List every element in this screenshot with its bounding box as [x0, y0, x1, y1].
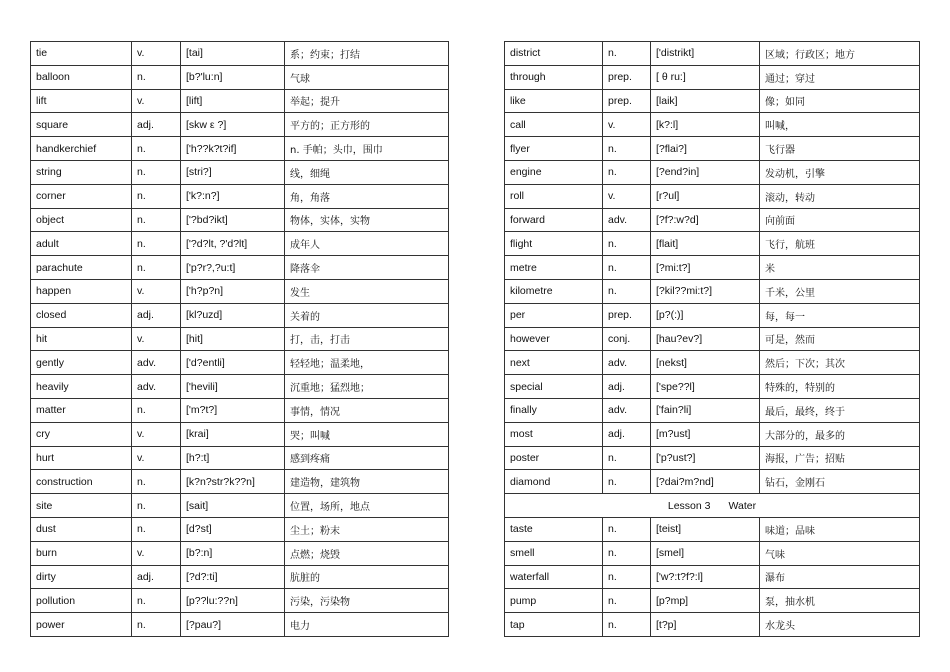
phonetic-transcription: [hau?ev?] [651, 327, 760, 351]
vocab-word: smell [505, 541, 603, 565]
part-of-speech: n. [603, 256, 651, 280]
vocab-word: through [505, 65, 603, 89]
phonetic-transcription: [?d?:ti] [181, 565, 285, 589]
part-of-speech: v. [132, 422, 181, 446]
chinese-meaning: 可是，然而 [760, 327, 920, 351]
phonetic-transcription: [?mi:t?] [651, 256, 760, 280]
phonetic-transcription: [hit] [181, 327, 285, 351]
chinese-meaning: 向前面 [760, 208, 920, 232]
vocab-row [31, 65, 449, 89]
chinese-meaning: 千米，公里 [760, 279, 920, 303]
part-of-speech: n. [603, 613, 651, 637]
chinese-meaning: 感到疼痛 [285, 446, 449, 470]
part-of-speech: n. [132, 517, 181, 541]
vocab-row [505, 256, 920, 280]
chinese-meaning: 大部分的，最多的 [760, 422, 920, 446]
part-of-speech: n. [603, 42, 651, 66]
phonetic-transcription: [sait] [181, 494, 285, 518]
vocab-row [31, 42, 449, 66]
part-of-speech: n. [132, 184, 181, 208]
vocab-word: cry [31, 422, 132, 446]
vocab-row [31, 208, 449, 232]
vocab-row [31, 470, 449, 494]
phonetic-transcription: [ θ ru:] [651, 65, 760, 89]
chinese-meaning: 飞行，航班 [760, 232, 920, 256]
phonetic-transcription: [d?st] [181, 517, 285, 541]
chinese-meaning: 角，角落 [285, 184, 449, 208]
part-of-speech: v. [603, 184, 651, 208]
vocab-word: pollution [31, 589, 132, 613]
part-of-speech: adj. [603, 422, 651, 446]
phonetic-transcription: [lift] [181, 89, 285, 113]
chinese-meaning: 海报，广告；招贴 [760, 446, 920, 470]
vocab-word: matter [31, 398, 132, 422]
vocab-word: hit [31, 327, 132, 351]
vocab-row [505, 446, 920, 470]
phonetic-transcription: ['hevili] [181, 375, 285, 399]
phonetic-transcription: [r?ul] [651, 184, 760, 208]
vocab-row [31, 89, 449, 113]
vocab-row [31, 351, 449, 375]
vocab-row [31, 256, 449, 280]
vocab-row [31, 565, 449, 589]
vocab-word: heavily [31, 375, 132, 399]
part-of-speech: n. [132, 494, 181, 518]
vocab-word: hurt [31, 446, 132, 470]
phonetic-transcription: [?dai?m?nd] [651, 470, 760, 494]
vocab-row [505, 184, 920, 208]
vocab-word: forward [505, 208, 603, 232]
vocab-row [505, 613, 920, 637]
vocab-row [31, 517, 449, 541]
vocab-word: next [505, 351, 603, 375]
part-of-speech: n. [132, 613, 181, 637]
phonetic-transcription: [p?mp] [651, 589, 760, 613]
vocab-row [505, 398, 920, 422]
vocab-row [505, 422, 920, 446]
vocab-word: tie [31, 42, 132, 66]
vocab-word: corner [31, 184, 132, 208]
phonetic-transcription: [stri?] [181, 160, 285, 184]
chinese-meaning: 钻石，金刚石 [760, 470, 920, 494]
part-of-speech: adv. [603, 398, 651, 422]
phonetic-transcription: [laik] [651, 89, 760, 113]
phonetic-transcription: ['fain?li] [651, 398, 760, 422]
vocab-word: construction [31, 470, 132, 494]
vocab-row [31, 160, 449, 184]
vocab-word: per [505, 303, 603, 327]
part-of-speech: v. [132, 42, 181, 66]
vocab-word: pump [505, 589, 603, 613]
vocab-word: handkerchief [31, 137, 132, 161]
chinese-meaning: 特殊的，特别的 [760, 375, 920, 399]
chinese-meaning: 发动机，引擎 [760, 160, 920, 184]
vocab-row [31, 446, 449, 470]
part-of-speech: adv. [132, 351, 181, 375]
chinese-meaning: 沉重地；猛烈地； [285, 375, 449, 399]
vocab-row [31, 398, 449, 422]
chinese-meaning: 通过；穿过 [760, 65, 920, 89]
chinese-meaning: 平方的；正方形的 [285, 113, 449, 137]
vocab-word: string [31, 160, 132, 184]
phonetic-transcription: ['spe??l] [651, 375, 760, 399]
part-of-speech: adv. [603, 208, 651, 232]
vocab-word: closed [31, 303, 132, 327]
chinese-meaning: 气球 [285, 65, 449, 89]
phonetic-transcription: [skw ε ?] [181, 113, 285, 137]
phonetic-transcription: [b?'lu:n] [181, 65, 285, 89]
phonetic-transcription: [?end?in] [651, 160, 760, 184]
part-of-speech: adj. [603, 375, 651, 399]
vocab-row [31, 113, 449, 137]
phonetic-transcription: [?flai?] [651, 137, 760, 161]
vocab-word: dirty [31, 565, 132, 589]
vocab-row [31, 422, 449, 446]
phonetic-transcription: ['m?t?] [181, 398, 285, 422]
chinese-meaning: 打，击，打击 [285, 327, 449, 351]
vocab-row [31, 494, 449, 518]
part-of-speech: n. [132, 256, 181, 280]
chinese-meaning: 泵，抽水机 [760, 589, 920, 613]
vocab-row [505, 565, 920, 589]
chinese-meaning: 肮脏的 [285, 565, 449, 589]
part-of-speech: n. [603, 470, 651, 494]
vocab-row [31, 184, 449, 208]
phonetic-transcription: [b?:n] [181, 541, 285, 565]
phonetic-transcription: [flait] [651, 232, 760, 256]
part-of-speech: v. [132, 541, 181, 565]
phonetic-transcription: [kl?uzd] [181, 303, 285, 327]
chinese-meaning: 举起；提升 [285, 89, 449, 113]
vocab-word: poster [505, 446, 603, 470]
part-of-speech: v. [132, 327, 181, 351]
part-of-speech: n. [603, 232, 651, 256]
phonetic-transcription: ['?d?lt, ?'d?lt] [181, 232, 285, 256]
vocab-word: taste [505, 517, 603, 541]
chinese-meaning: 电力 [285, 613, 449, 637]
phonetic-transcription: ['w?:t?f?:l] [651, 565, 760, 589]
part-of-speech: n. [132, 398, 181, 422]
phonetic-transcription: ['d?entli] [181, 351, 285, 375]
vocab-word: roll [505, 184, 603, 208]
vocab-word: flyer [505, 137, 603, 161]
vocab-word: flight [505, 232, 603, 256]
vocab-word: site [31, 494, 132, 518]
vocab-word: adult [31, 232, 132, 256]
phonetic-transcription: [k?n?str?k??n] [181, 470, 285, 494]
phonetic-transcription: [smel] [651, 541, 760, 565]
phonetic-transcription: ['p?r?,?u:t] [181, 256, 285, 280]
part-of-speech: n. [603, 565, 651, 589]
vocab-row [505, 303, 920, 327]
vocab-row [505, 208, 920, 232]
vocab-word: engine [505, 160, 603, 184]
vocab-word: finally [505, 398, 603, 422]
vocabulary-table-right [504, 41, 920, 637]
vocab-word: happen [31, 279, 132, 303]
phonetic-transcription: [tai] [181, 42, 285, 66]
chinese-meaning: 事情，情况 [285, 398, 449, 422]
vocab-row [505, 589, 920, 613]
chinese-meaning: 发生 [285, 279, 449, 303]
part-of-speech: v. [132, 446, 181, 470]
lesson-header-row [505, 494, 920, 518]
part-of-speech: n. [132, 208, 181, 232]
vocab-row [31, 137, 449, 161]
chinese-meaning: 污染，污染物 [285, 589, 449, 613]
chinese-meaning: 点燃；烧毁 [285, 541, 449, 565]
chinese-meaning: 米 [760, 256, 920, 280]
vocab-row [31, 589, 449, 613]
vocab-word: like [505, 89, 603, 113]
vocab-word: parachute [31, 256, 132, 280]
lesson-header [505, 494, 920, 518]
chinese-meaning: n. 手帕；头巾，围巾 [285, 137, 449, 161]
chinese-meaning: 最后，最终，终于 [760, 398, 920, 422]
vocab-word: gently [31, 351, 132, 375]
chinese-meaning: 水龙头 [760, 613, 920, 637]
part-of-speech: n. [603, 279, 651, 303]
vocab-row [505, 470, 920, 494]
phonetic-transcription: [?f?:w?d] [651, 208, 760, 232]
phonetic-transcription: ['h?p?n] [181, 279, 285, 303]
chinese-meaning: 区域；行政区；地方 [760, 42, 920, 66]
phonetic-transcription: ['?bd?ikt] [181, 208, 285, 232]
part-of-speech: v. [603, 113, 651, 137]
phonetic-transcription: [p?(:)] [651, 303, 760, 327]
chinese-meaning: 线，细绳 [285, 160, 449, 184]
vocab-word: call [505, 113, 603, 137]
part-of-speech: n. [132, 65, 181, 89]
chinese-meaning: 滚动，转动 [760, 184, 920, 208]
part-of-speech: n. [603, 541, 651, 565]
vocab-row [505, 232, 920, 256]
part-of-speech: n. [603, 137, 651, 161]
vocab-word: kilometre [505, 279, 603, 303]
vocab-word: most [505, 422, 603, 446]
vocab-word: special [505, 375, 603, 399]
part-of-speech: v. [132, 279, 181, 303]
chinese-meaning: 飞行器 [760, 137, 920, 161]
chinese-meaning: 气味 [760, 541, 920, 565]
part-of-speech: adv. [603, 351, 651, 375]
vocab-word: metre [505, 256, 603, 280]
vocab-word: dust [31, 517, 132, 541]
lesson-title: Water [728, 499, 757, 512]
chinese-meaning: 然后；下次；其次 [760, 351, 920, 375]
vocab-row [505, 42, 920, 66]
vocab-word: lift [31, 89, 132, 113]
part-of-speech: n. [132, 232, 181, 256]
phonetic-transcription: [h?:t] [181, 446, 285, 470]
vocab-row [31, 327, 449, 351]
part-of-speech: adv. [132, 375, 181, 399]
vocab-row [505, 327, 920, 351]
phonetic-transcription: [k?:l] [651, 113, 760, 137]
vocabulary-table-left [30, 41, 449, 637]
chinese-meaning: 位置，场所，地点 [285, 494, 449, 518]
vocab-row [31, 303, 449, 327]
vocab-row [31, 279, 449, 303]
vocab-word: square [31, 113, 132, 137]
vocab-row [31, 375, 449, 399]
chinese-meaning: 成年人 [285, 232, 449, 256]
left-table-body [31, 42, 449, 637]
phonetic-transcription: ['distrikt] [651, 42, 760, 66]
vocab-row [505, 541, 920, 565]
phonetic-transcription: ['h??k?t?if] [181, 137, 285, 161]
vocab-row [505, 279, 920, 303]
vocab-row [505, 113, 920, 137]
part-of-speech: adj. [132, 113, 181, 137]
phonetic-transcription: [t?p] [651, 613, 760, 637]
vocab-row [505, 65, 920, 89]
chinese-meaning: 系；约束；打结 [285, 42, 449, 66]
phonetic-transcription: [teist] [651, 517, 760, 541]
part-of-speech: n. [132, 470, 181, 494]
phonetic-transcription: [krai] [181, 422, 285, 446]
part-of-speech: n. [132, 137, 181, 161]
vocab-word: waterfall [505, 565, 603, 589]
vocab-word: tap [505, 613, 603, 637]
part-of-speech: prep. [603, 65, 651, 89]
vocab-row [505, 517, 920, 541]
vocab-word: district [505, 42, 603, 66]
part-of-speech: adj. [132, 303, 181, 327]
vocab-row [505, 375, 920, 399]
vocab-word: burn [31, 541, 132, 565]
phonetic-transcription: [?kil??mi:t?] [651, 279, 760, 303]
chinese-meaning: 降落伞 [285, 256, 449, 280]
chinese-meaning: 关着的 [285, 303, 449, 327]
part-of-speech: adj. [132, 565, 181, 589]
vocab-row [31, 232, 449, 256]
phonetic-transcription: [nekst] [651, 351, 760, 375]
part-of-speech: n. [603, 517, 651, 541]
vocab-word: object [31, 208, 132, 232]
vocab-row [31, 541, 449, 565]
vocab-row [505, 137, 920, 161]
vocab-row [505, 89, 920, 113]
chinese-meaning: 每，每一 [760, 303, 920, 327]
part-of-speech: conj. [603, 327, 651, 351]
phonetic-transcription: ['k?:n?] [181, 184, 285, 208]
lesson-number: Lesson 3 [667, 499, 711, 512]
part-of-speech: n. [603, 160, 651, 184]
part-of-speech: n. [132, 160, 181, 184]
vocab-word: balloon [31, 65, 132, 89]
phonetic-transcription: [?pau?] [181, 613, 285, 637]
right-table-body [505, 42, 920, 637]
part-of-speech: n. [132, 589, 181, 613]
chinese-meaning: 尘土；粉末 [285, 517, 449, 541]
part-of-speech: prep. [603, 89, 651, 113]
phonetic-transcription: ['p?ust?] [651, 446, 760, 470]
vocab-word: however [505, 327, 603, 351]
part-of-speech: n. [603, 589, 651, 613]
vocab-word: power [31, 613, 132, 637]
part-of-speech: v. [132, 89, 181, 113]
phonetic-transcription: [p??lu:??n] [181, 589, 285, 613]
chinese-meaning: 味道；品味 [760, 517, 920, 541]
vocab-word: diamond [505, 470, 603, 494]
chinese-meaning: 叫喊， [760, 113, 920, 137]
chinese-meaning: 瀑布 [760, 565, 920, 589]
chinese-meaning: 像；如同 [760, 89, 920, 113]
vocab-row [505, 160, 920, 184]
vocab-row [505, 351, 920, 375]
chinese-meaning: 哭；叫喊 [285, 422, 449, 446]
chinese-meaning: 物体，实体，实物 [285, 208, 449, 232]
chinese-meaning: 建造物，建筑物 [285, 470, 449, 494]
part-of-speech: n. [603, 446, 651, 470]
chinese-meaning: 轻轻地；温柔地， [285, 351, 449, 375]
part-of-speech: prep. [603, 303, 651, 327]
vocab-row [31, 613, 449, 637]
phonetic-transcription: [m?ust] [651, 422, 760, 446]
